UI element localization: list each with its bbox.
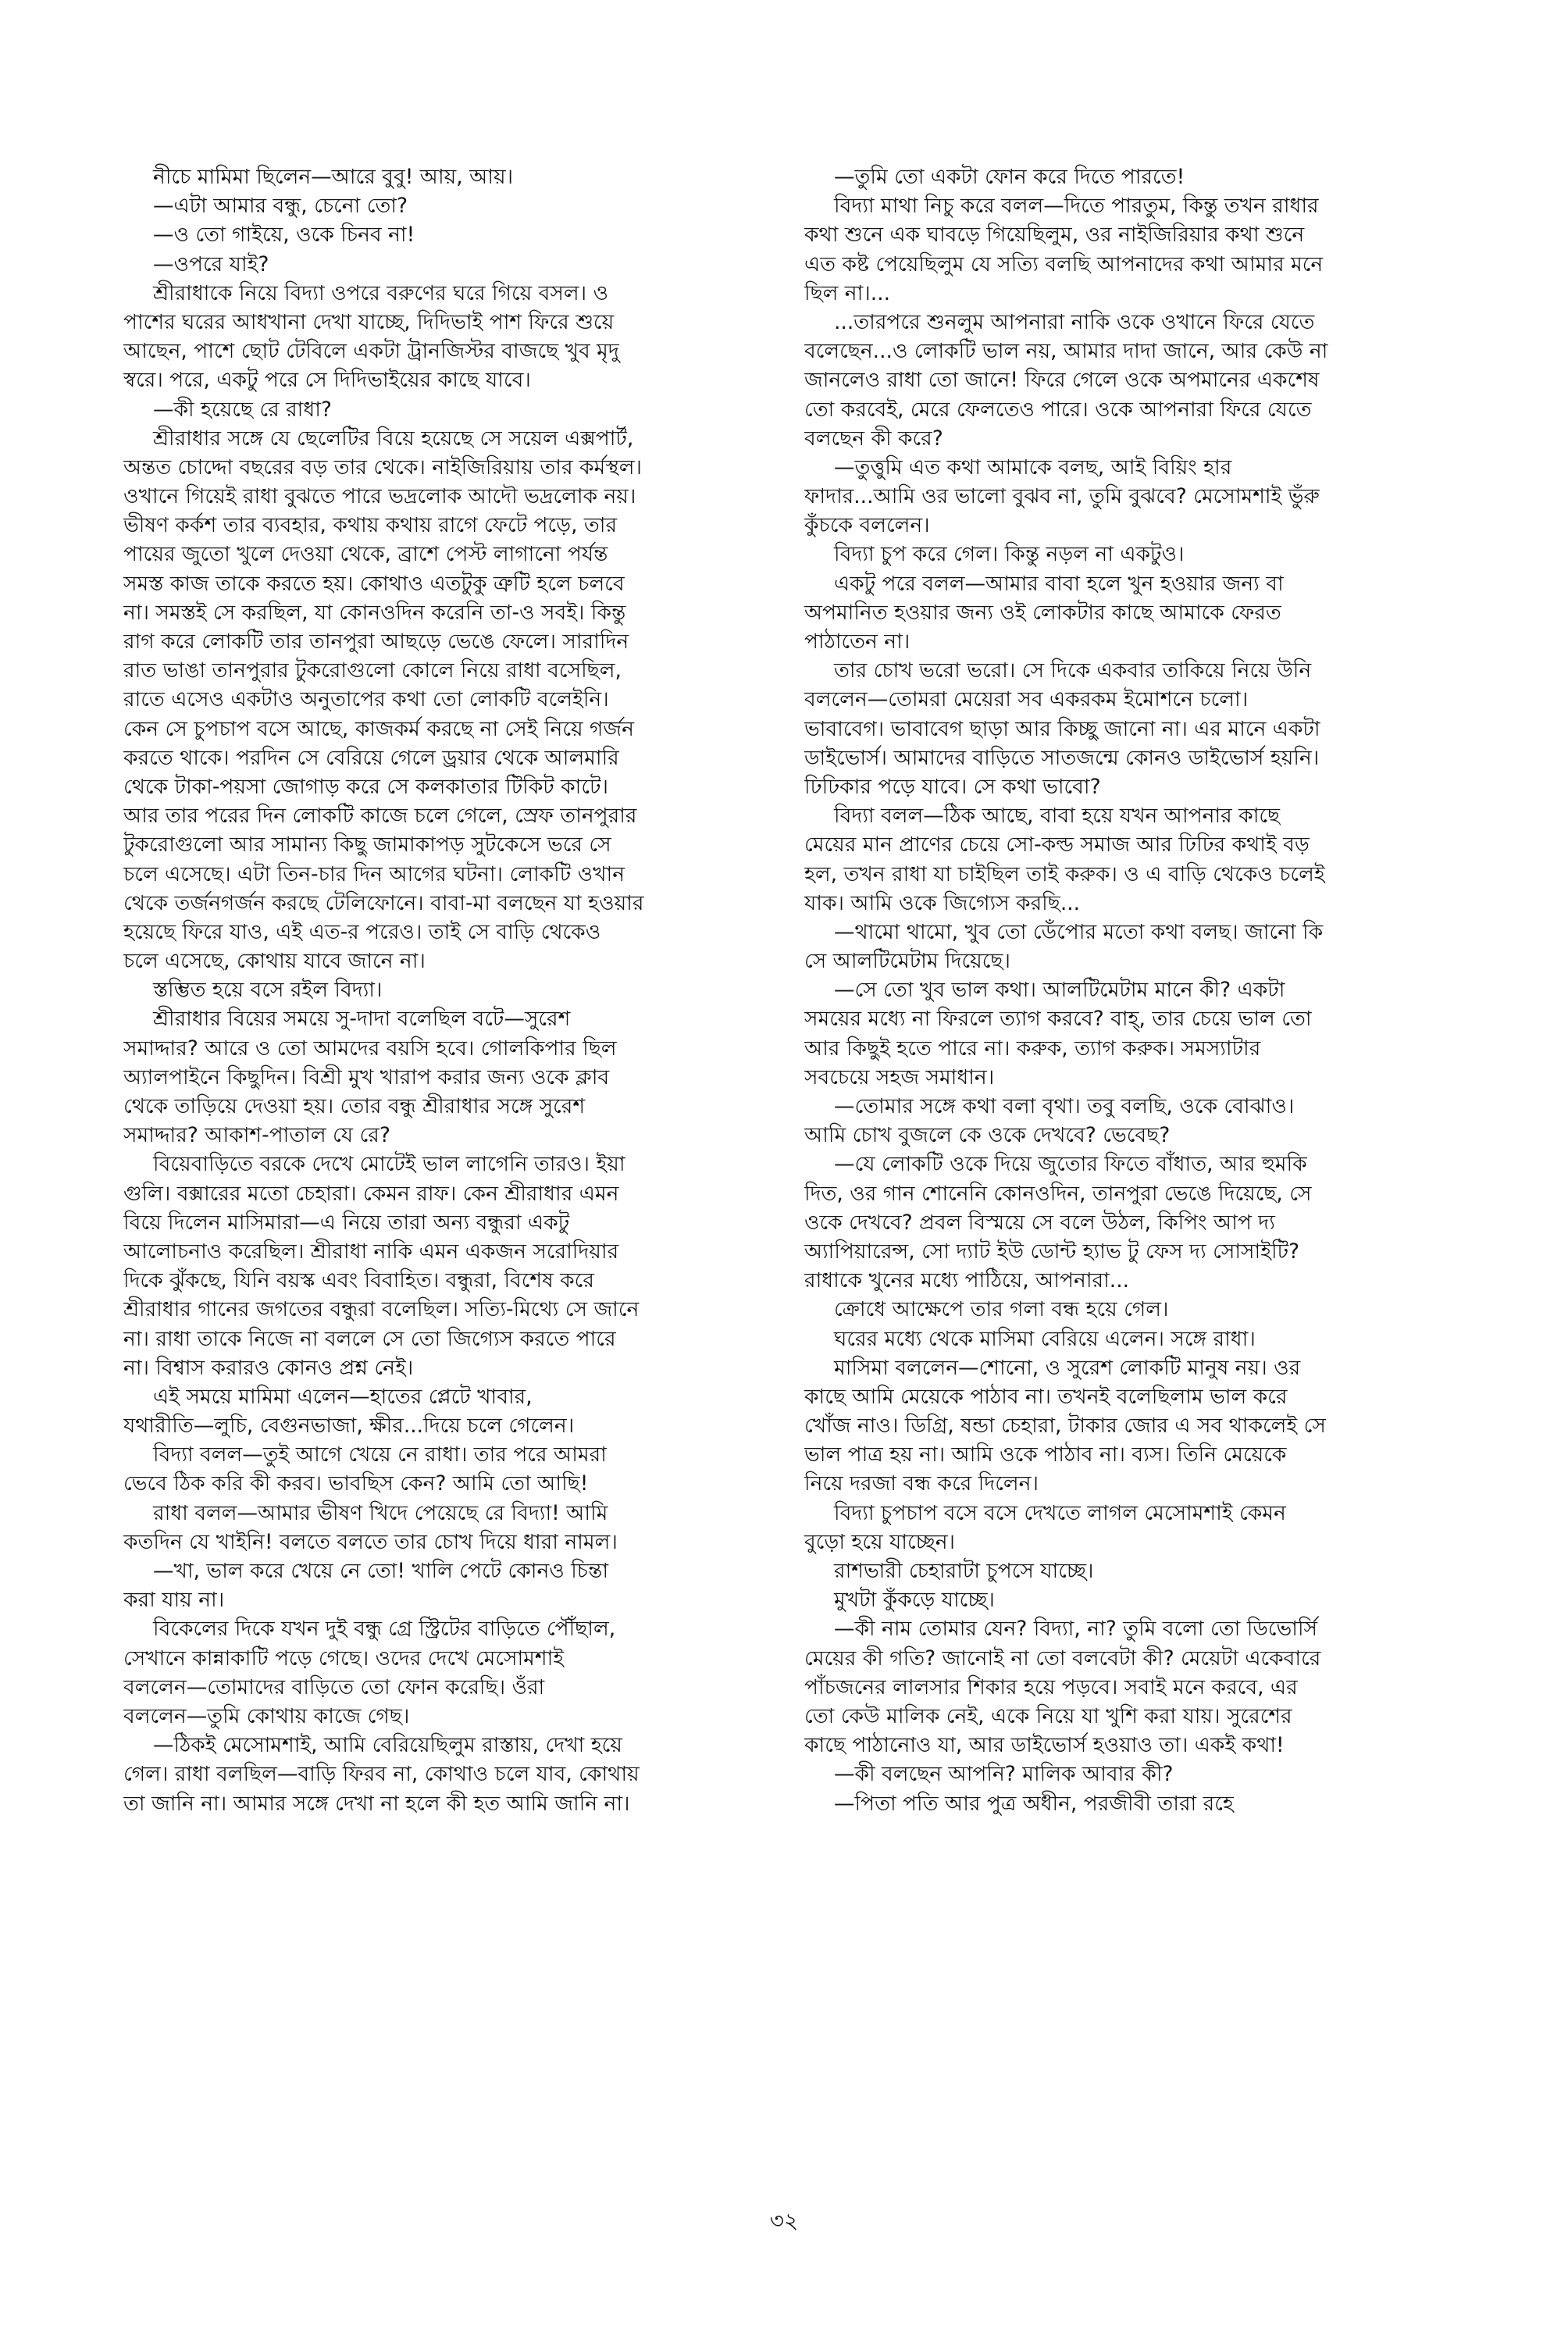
text-line: আর তার পরের দিন লোকটি কাজে চলে গেলে, স্রেফ তানপুরার xyxy=(123,804,637,829)
text-line: দিকে ঝুঁকছে, যিনি বয়স্ক এবং বিবাহিত। বন্ধুরা, বিশেষ করে xyxy=(123,1268,594,1293)
text-line: গেল। রাধা বলছিল—বাড়ি ফিরব না, কোথাও চলে যাব, কোথায় xyxy=(123,1762,640,1787)
text-line: তো করবেই, মেরে ফেলতেও পারে। ওকে আপনারা ফিরে যেতে xyxy=(804,397,1312,422)
text-line: কেন সে চুপচাপ বসে আছে, কাজকর্ম করছে না সেই নিয়ে গর্জন xyxy=(123,716,634,741)
text-line: —খা, ভাল করে খেয়ে নে তো! খালি পেটে কোনও চিন্তা xyxy=(153,1559,609,1583)
text-line: —তুমি তো একটা ফোন করে দিতে পারতে! xyxy=(834,165,1185,189)
text-line: কুঁচকে বললেন। xyxy=(804,513,930,538)
text-line: ফাদার...আমি ওর ভালো বুঝব না, তুমি বুঝবে? মেসোমশাই ভুঁরু xyxy=(804,484,1320,509)
text-line: মেয়ের কী গতি? জানোই না তো বলবেটা কী? মেয়েটা একেবারে xyxy=(804,1646,1321,1671)
text-line: বিদ্যা বলল—ঠিক আছে, বাবা হয়ে যখন আপনার কাছে xyxy=(834,804,1281,829)
text-line: রাধাকে খুনের মধ্যে পাঠিয়ে, আপনারা... xyxy=(804,1268,1130,1293)
text-line: চলে এসেছে, কোথায় যাবে জানে না। xyxy=(123,949,426,974)
text-line: বিদ্যা চুপচাপ বসে বসে দেখতে লাগল মেসোমশাই কেমন xyxy=(834,1500,1286,1525)
text-line: সে আলটিমেটাম দিয়েছে। xyxy=(804,949,1010,974)
text-line: —থামো থামো, খুব তো ডেঁপোর মতো কথা বলছ। জানো কি xyxy=(834,919,1324,944)
text-line: —ওপরে যাই? xyxy=(153,251,269,276)
text-line: না। রাধা তাকে নিজে না বললে সে তো জিগ্যেস করতে পারে xyxy=(123,1326,616,1351)
text-line: ভীষণ কর্কশ তার ব্যবহার, কথায় কথায় রাগে ফেটে পড়ে, তার xyxy=(123,513,618,538)
text-line: বিকেলের দিকে যখন দুই বন্ধু গ্রে স্ট্রিটের বাড়িতে পৌঁছাল, xyxy=(153,1617,616,1642)
text-line: করতে থাকে। পরদিন সে বেরিয়ে গেলে ড্রয়ার থেকে আলমারি xyxy=(123,745,619,770)
text-line: গুলি। বক্সারের মতো চেহারা। কেমন রাফ। কেন শ্রীরাধার এমন xyxy=(123,1181,619,1206)
text-line: সময়ের মধ্যে না ফিরলে ত্যাগ করবে? বাহ্, তার চেয়ে ভাল তো xyxy=(804,1007,1312,1032)
text-line: বিয়েবাড়িতে বরকে দেখে মোটেই ভাল লাগেনি তারও। ইয়া xyxy=(153,1152,625,1177)
text-line: একটু পরে বলল—আমার বাবা হলে খুন হওয়ার জন্য বা xyxy=(834,571,1284,596)
text-line: খোঁজ নাও। ডিগ্রি, ষন্ডা চেহারা, টাকার জোর এ সব থাকলেই সে xyxy=(804,1414,1326,1439)
text-line: না। সমস্তই সে করছিল, যা কোনওদিন করেনি তা-ও সবই। কিন্তু xyxy=(123,600,626,625)
text-line: শ্রীরাধার বিয়ের সময়ে সু-দাদা বলেছিল বটে—সুরেশ xyxy=(153,1007,571,1032)
text-line: করা যায় না। xyxy=(123,1588,225,1613)
text-line: পাশের ঘরের আধখানা দেখা যাচ্ছে, দিদিভাই পাশ ফিরে শুয়ে xyxy=(123,309,615,334)
text-line: আমি চোখ বুজলে কে ওকে দেখবে? ভেবেছ? xyxy=(804,1123,1171,1148)
text-line: ক্রোধে আক্ষেপে তার গলা বন্ধ হয়ে গেল। xyxy=(834,1297,1169,1322)
text-line: এত কষ্ট পেয়েছিলুম যে সত্যি বলছি আপনাদের কথা আমার মনে xyxy=(804,251,1324,276)
text-line: নিয়ে দরজা বন্ধ করে দিলেন। xyxy=(804,1471,1039,1496)
text-line: মুখটা কুঁকড়ে যাচ্ছে। xyxy=(834,1588,995,1613)
text-line: বলছেন কী করে? xyxy=(804,426,943,451)
text-line: ভাবাবেগ। ভাবাবেগ ছাড়া আর কিচ্ছু জানো না। এর মানে একটা xyxy=(804,716,1320,741)
text-line: শ্রীরাধার সঙ্গে যে ছেলেটির বিয়ে হয়েছে সে সয়েল এক্সপার্ট, xyxy=(153,426,634,451)
text-line: অ্যাপিয়ারেন্স, সো দ্যাট ইউ ডোন্ট হ্যাভ টু ফেস দ্য সোসাইটি? xyxy=(804,1239,1300,1264)
text-line: হয়েছে ফিরে যাও, এই এত-র পরেও। তাই সে বাড়ি থেকেও xyxy=(123,919,601,944)
text-line: কাছে পাঠানোও যা, আর ডাইভোর্স হওয়াও তা। একই কথা! xyxy=(804,1733,1285,1758)
text-line: আলোচনাও করেছিল। শ্রীরাধা নাকি এমন একজন সরোদিয়ার xyxy=(123,1239,619,1264)
text-line: বিদ্যা মাথা নিচু করে বলল—দিতে পারতুম, কিন্তু তখন রাধার xyxy=(834,194,1319,219)
text-line: পাঁচজনের লালসার শিকার হয়ে পড়বে। সবাই মনে করবে, এর xyxy=(804,1674,1298,1699)
text-line: থেকে তাড়িয়ে দেওয়া হয়। তোর বন্ধু শ্রীরাধার সঙ্গে সুরেশ xyxy=(123,1094,586,1118)
text-line: সেখানে কান্নাকাটি পড়ে গেছে। ওদের দেখে মেসোমশাই xyxy=(123,1646,565,1671)
text-line: তা জানি না। আমার সঙ্গে দেখা না হলে কী হত আমি জানি না। xyxy=(123,1791,630,1816)
text-line: মাসিমা বললেন—শোনো, ও সুরেশ লোকটি মানুষ নয়। ওর xyxy=(834,1355,1301,1380)
text-line: এই সময়ে মামিমা এলেন—হাতের প্লেটে খাবার, xyxy=(153,1384,533,1409)
text-line: নীচে মামিমা ছিলেন—আরে বুবু! আয়, আয়। xyxy=(153,165,514,189)
text-line: যথারীতি—লুচি, বেগুনভাজা, ক্ষীর...দিয়ে চলে গেলেন। xyxy=(123,1414,575,1439)
text-line: দিত, ওর গান শোনেনি কোনওদিন, তানপুরা ভেঙে দিয়েছে, সে xyxy=(804,1181,1312,1206)
text-line: স্তম্ভিত হয়ে বসে রইল বিদ্যা। xyxy=(153,978,383,1003)
text-line: তো কেউ মালিক নেই, একে নিয়ে যা খুশি করা যায়। সুরেশের xyxy=(804,1703,1292,1728)
text-line: অ্যালপাইনে কিছুদিন। বিশ্রী মুখ খারাপ করার জন্য ওকে ক্লাব xyxy=(123,1064,610,1089)
text-line: হল, তখন রাধা যা চাইছিল তাই করুক। ও এ বাড়ি থেকেও চলেই xyxy=(804,861,1325,886)
text-line: বললেন—তোমরা মেয়েরা সব একরকম ইমোশনে চলো। xyxy=(804,687,1249,712)
text-line: —যে লোকটি ওকে দিয়ে জুতোর ফিতে বাঁধাত, আর হুমকি xyxy=(834,1152,1307,1177)
text-line: সমস্ত কাজ তাকে করতে হয়। কোথাও এতটুকু ত্রুটি হলে চলবে xyxy=(123,571,625,596)
text-line: ওখানে গিয়েই রাধা বুঝতে পারে ভদ্রলোক আদৌ ভদ্রলোক নয়। xyxy=(123,484,636,509)
text-line: সবচেয়ে সহজ সমাধান। xyxy=(804,1064,995,1089)
text-line: যাক। আমি ওকে জিগ্যেস করছি... xyxy=(804,890,1081,915)
text-line: রাশভারী চেহারাটা চুপসে যাচ্ছে। xyxy=(834,1559,1094,1583)
text-line: স্বরে। পরে, একটু পরে সে দিদিভাইয়ের কাছে যাবে। xyxy=(123,368,531,393)
text-line: —পিতা পতি আর পুত্র অধীন, পরজীবী তারা রহে xyxy=(834,1791,1234,1816)
text-line: ভেবে ঠিক করি কী করব। ভাবছিস কেন? আমি তো আছি! xyxy=(123,1471,589,1496)
text-line: ছিল না।... xyxy=(804,280,891,305)
text-line: ...তারপরে শুনলুম আপনারা নাকি ওকে ওখানে ফিরে যেতে xyxy=(834,309,1315,334)
text-line: —ও তো গাইয়ে, ওকে চিনব না! xyxy=(153,223,415,248)
text-line: মেয়ের মান প্রাণের চেয়ে সো-কল্ড সমাজ আর ঢিঢির কথাই বড় xyxy=(804,833,1310,858)
text-line: —কী বলছেন আপনি? মালিক আবার কী? xyxy=(834,1762,1174,1787)
text-line: ঘরের মধ্যে থেকে মাসিমা বেরিয়ে এলেন। সঙ্গে রাধা। xyxy=(834,1326,1256,1351)
text-line: বললেন—তুমি কোথায় কাজে গেছ। xyxy=(123,1703,410,1728)
text-line: পায়ের জুতো খুলে দেওয়া থেকে, ব্রাশে পেস্ট লাগানো পর্যন্ত xyxy=(123,542,608,567)
text-line: চলে এসেছে। এটা তিন-চার দিন আগের ঘটনা। লোকটি ওখান xyxy=(123,861,625,886)
text-line: বিদ্যা বলল—তুই আগে খেয়ে নে রাধা। তার পরে আমরা xyxy=(153,1442,607,1467)
text-line: বলেছেন...ও লোকটি ভাল নয়, আমার দাদা জানে, আর কেউ না xyxy=(804,339,1328,364)
text-line: তার চোখ ভরো ভরো। সে দিকে একবার তাকিয়ে নিয়ে উনি xyxy=(834,658,1312,683)
text-line: বিয়ে দিলেন মাসিমারা—এ নিয়ে তারা অন্য বন্ধুরা একটু xyxy=(123,1210,570,1235)
text-line: অন্তত চোদ্দো বছরের বড় তার থেকে। নাইজিরিয়ায় তার কর্মস্থল। xyxy=(123,455,642,480)
text-line: —তোমার সঙ্গে কথা বলা বৃথা। তবু বলছি, ওকে বোঝাও। xyxy=(834,1094,1295,1118)
text-line: সমাদ্দার? আরে ও তো আমদের বয়সি হবে। গোলকিপার ছিল xyxy=(123,1036,617,1061)
text-line: রাধা বলল—আমার ভীষণ খিদে পেয়েছে রে বিদ্যা! আমি xyxy=(153,1500,608,1525)
text-line: —ঠিকই মেসোমশাই, আমি বেরিয়েছিলুম রাস্তায়, দেখা হয়ে xyxy=(153,1733,622,1758)
text-line: —কী নাম তোমার যেন? বিদ্যা, না? তুমি বলো তো ডিভোর্সি xyxy=(834,1617,1318,1642)
text-line: —সে তো খুব ভাল কথা। আলটিমেটাম মানে কী? একটা xyxy=(834,978,1285,1003)
text-line: পাঠাতেন না। xyxy=(804,629,911,654)
text-line: কাছে আমি মেয়েকে পাঠাব না। তখনই বলেছিলাম ভাল করে xyxy=(804,1384,1288,1409)
text-line: কথা শুনে এক ঘাবড়ে গিয়েছিলুম, ওর নাইজিরিয়ার কথা শুনে xyxy=(804,223,1305,248)
text-line: —এটা আমার বন্ধু, চেনো তো? xyxy=(153,194,408,219)
text-line: —কী হয়েছে রে রাধা? xyxy=(153,397,332,422)
text-line: আছেন, পাশে ছোট টেবিলে একটা ট্রানজিস্টর বাজছে খুব মৃদু xyxy=(123,339,619,364)
text-line: বললেন—তোমাদের বাড়িতে তো ফোন করেছি। ওঁরা xyxy=(123,1674,545,1699)
text-line: অপমানিত হওয়ার জন্য ওই লোকটার কাছে আমাকে ফেরত xyxy=(804,600,1281,625)
text-line: রাগ করে লোকটি তার তানপুরা আছড়ে ভেঙে ফেলে। সারাদিন xyxy=(123,629,629,654)
text-line: ঢিঢিকার পড়ে যাবে। সে কথা ভাবো? xyxy=(804,774,1101,799)
text-line: থেকে তর্জনগর্জন করছে টেলিফোনে। বাবা-মা বলছেন যা হওয়ার xyxy=(123,890,644,915)
text-line: বুড়ো হয়ে যাচ্ছেন। xyxy=(804,1529,956,1554)
text-line: কতদিন যে খাইনি! বলতে বলতে তার চোখ দিয়ে ধারা নামল। xyxy=(123,1529,618,1554)
text-line: বিদ্যা চুপ করে গেল। কিন্তু নড়ল না একটুও। xyxy=(834,542,1185,567)
text-line: রাত ভাঙা তানপুরার টুকরোগুলো কোলে নিয়ে রাধা বসেছিল, xyxy=(123,658,622,683)
text-line: ভাল পাত্র হয় না। আমি ওকে পাঠাব না। ব্যস। তিনি মেয়েকে xyxy=(804,1442,1287,1467)
right-column xyxy=(804,162,1484,1818)
text-line: জানলেও রাধা তো জানে! ফিরে গেলে ওকে অপমানের একশেষ xyxy=(804,368,1320,393)
text-line: ওকে দেখবে? প্রবল বিস্ময়ে সে বলে উঠল, কিপিং আপ দ্য xyxy=(804,1210,1275,1235)
text-line: সমাদ্দার? আকাশ-পাতাল যে রে? xyxy=(123,1123,390,1148)
text-line: শ্রীরাধাকে নিয়ে বিদ্যা ওপরে বরুণের ঘরে গিয়ে বসল। ও xyxy=(153,280,609,305)
text-line: —তুত্তুমি এত কথা আমাকে বলছ, আই বিয়িং হার xyxy=(834,455,1232,480)
text-line: রাতে এসেও একটাও অনুতাপের কথা তো লোকটি বলেইনি। xyxy=(123,687,609,712)
text-line: ডাইভোর্স। আমাদের বাড়িতে সাতজন্মে কোনও ডাইভোর্স হয়নি। xyxy=(804,745,1320,770)
text-line: না। বিশ্বাস করারও কোনও প্রশ্ন নেই। xyxy=(123,1355,414,1380)
page-number: ৩২ xyxy=(769,2208,799,2234)
text-line: টুকরোগুলো আর সামান্য কিছু জামাকাপড় সুটকেসে ভরে সে xyxy=(123,833,611,858)
text-line: থেকে টাকা-পয়সা জোগাড় করে সে কলকাতার টিকিট কাটে। xyxy=(123,774,608,799)
text-line: আর কিছুই হতে পারে না। করুক, ত্যাগ করুক। সমস্যাটার xyxy=(804,1036,1261,1061)
left-column xyxy=(123,162,803,1818)
text-line: শ্রীরাধার গানের জগতের বন্ধুরা বলেছিল। সত্যি-মিথ্যে সে জানে xyxy=(123,1297,640,1322)
